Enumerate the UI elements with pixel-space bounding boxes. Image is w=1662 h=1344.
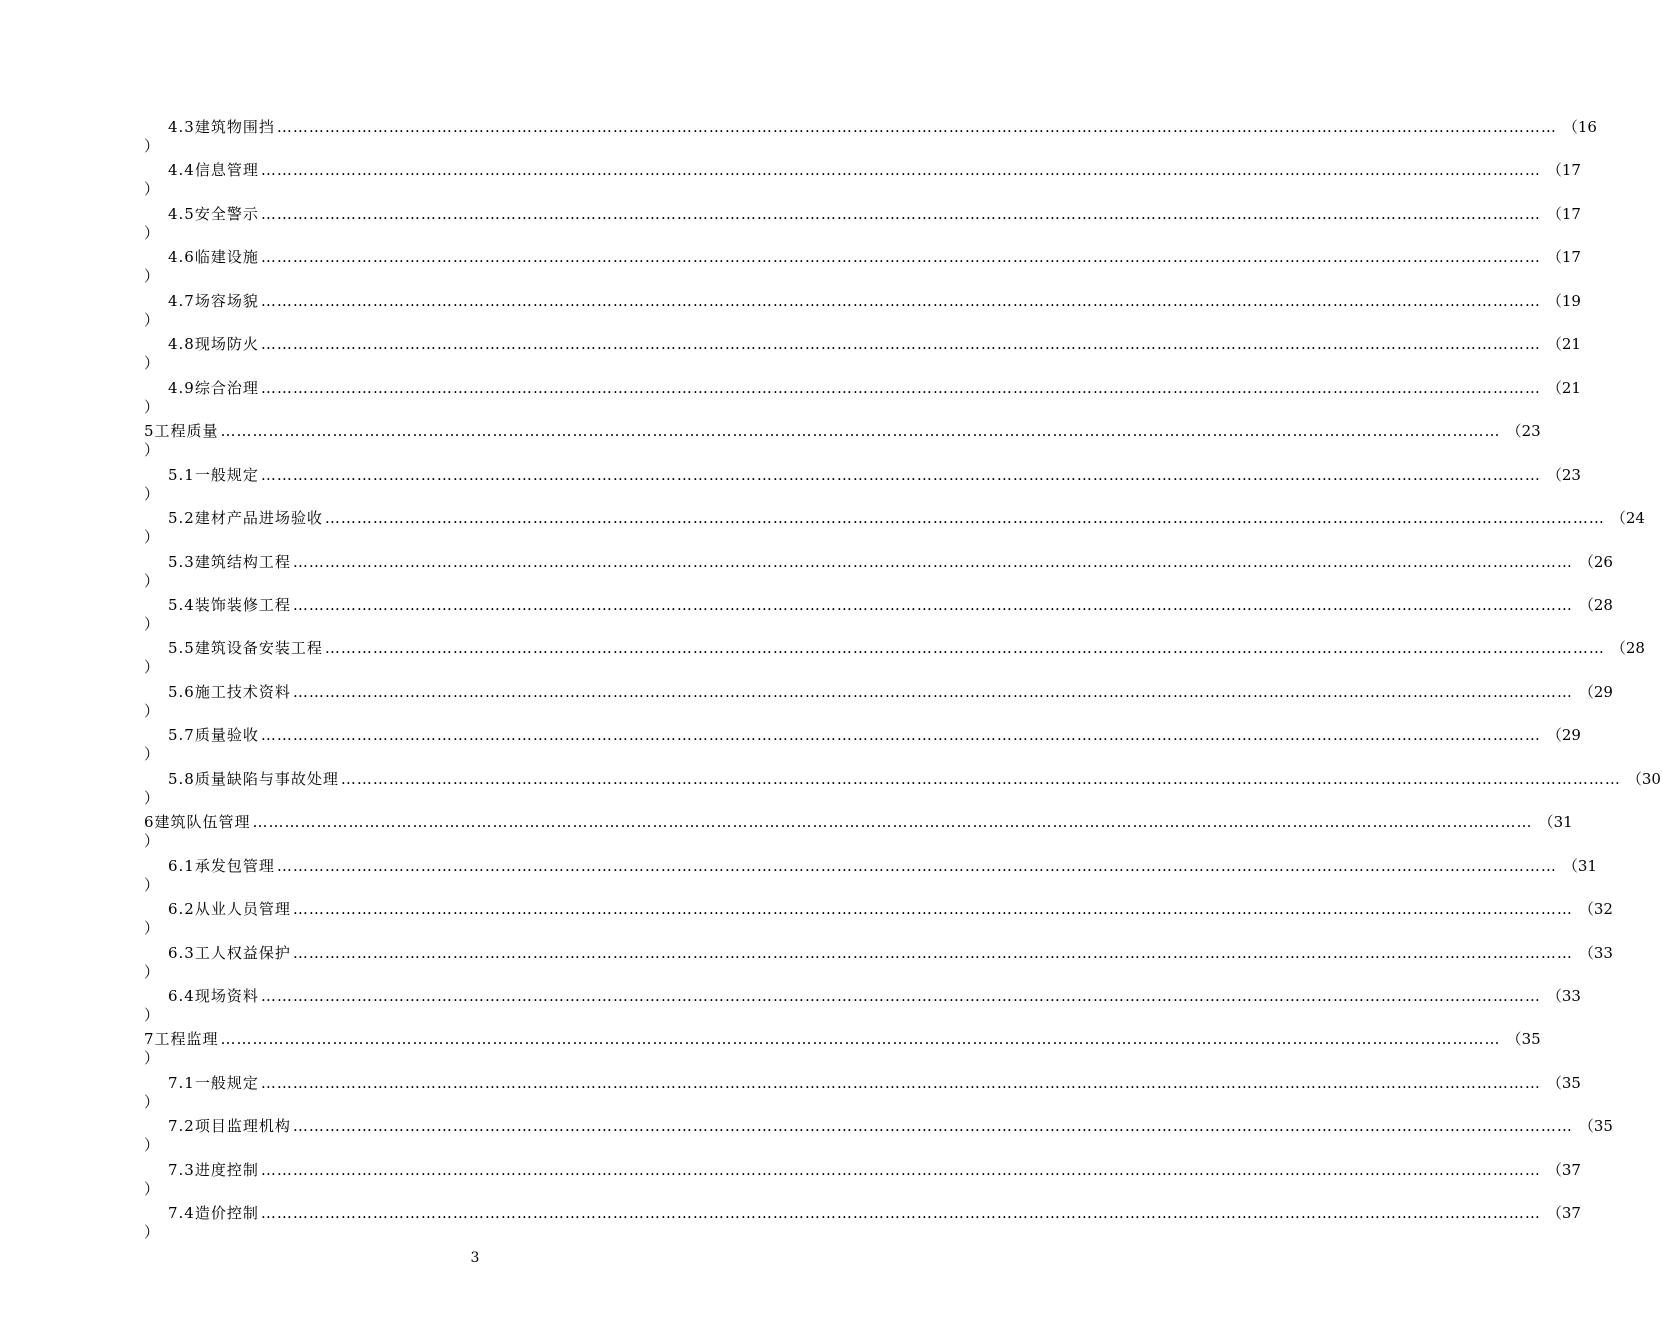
dot-leader: …………………………………………………………………………………………………………………………………………………………………………………………………………………… bbox=[220, 1030, 1501, 1049]
toc-entry[interactable] bbox=[0, 116, 1597, 160]
close-paren: ） bbox=[144, 1179, 160, 1198]
dot-leader: …………………………………………………………………………………………………………………………………………………………………………………………………………………… bbox=[292, 682, 1573, 701]
toc-entry-title: 7工程监理 bbox=[144, 1030, 219, 1049]
close-paren: ） bbox=[144, 137, 160, 155]
toc-entry-title: 4.7场容场貌 bbox=[168, 291, 259, 310]
toc-entry-line bbox=[168, 333, 1581, 355]
open-paren: （ bbox=[1546, 378, 1562, 397]
close-paren: ） bbox=[144, 1092, 160, 1111]
open-paren: （ bbox=[1562, 118, 1578, 136]
toc-entry[interactable] bbox=[0, 637, 1645, 681]
toc-entry-page: 19 bbox=[1561, 291, 1581, 310]
open-paren: （ bbox=[1578, 682, 1594, 701]
toc-entry-line bbox=[168, 768, 1661, 790]
toc-entry-page: 30 bbox=[1641, 769, 1661, 788]
toc-entry-title: 6.3工人权益保护 bbox=[168, 943, 291, 962]
dot-leader: …………………………………………………………………………………………………………………………………………………………………………………………………………………… bbox=[260, 726, 1541, 745]
open-paren: （ bbox=[1546, 1073, 1562, 1092]
toc-entry-page: 29 bbox=[1561, 726, 1581, 745]
toc-entry-line bbox=[168, 1072, 1581, 1094]
open-paren: （ bbox=[1546, 987, 1562, 1005]
close-paren: ） bbox=[144, 919, 160, 938]
dot-leader: …………………………………………………………………………………………………………………………………………………………………………………………………………………… bbox=[292, 900, 1573, 919]
dot-leader: …………………………………………………………………………………………………………………………………………………………………………………………………………………… bbox=[340, 769, 1621, 788]
open-paren: （ bbox=[1546, 1204, 1562, 1223]
open-paren: （ bbox=[1546, 465, 1562, 484]
dot-leader: …………………………………………………………………………………………………………………………………………………………………………………………………………………… bbox=[292, 1117, 1573, 1136]
toc-entry[interactable] bbox=[0, 1072, 1581, 1116]
open-paren: （ bbox=[1546, 161, 1562, 180]
toc-entry-line bbox=[168, 1115, 1613, 1137]
close-paren: ） bbox=[144, 441, 160, 460]
toc-entry[interactable] bbox=[0, 855, 1597, 899]
toc-entry-page: 21 bbox=[1561, 335, 1581, 354]
toc-entry-title: 5.1一般规定 bbox=[168, 465, 259, 484]
toc-entry-title: 5.3建筑结构工程 bbox=[168, 552, 291, 571]
dot-leader: …………………………………………………………………………………………………………………………………………………………………………………………………………………… bbox=[252, 813, 1533, 832]
close-paren: ） bbox=[144, 832, 160, 851]
toc-entry[interactable] bbox=[0, 377, 1581, 421]
toc-entry-line bbox=[168, 246, 1581, 268]
close-paren: ） bbox=[144, 1223, 160, 1242]
toc-entry-title: 4.4信息管理 bbox=[168, 161, 259, 180]
open-paren: （ bbox=[1546, 248, 1562, 267]
toc-entry[interactable] bbox=[0, 1115, 1613, 1159]
toc-entry-title: 7.3进度控制 bbox=[168, 1160, 259, 1179]
toc-entry[interactable] bbox=[0, 333, 1581, 377]
toc-entry-line bbox=[168, 637, 1645, 659]
close-paren: ） bbox=[144, 267, 160, 286]
toc-entry-page: 29 bbox=[1593, 682, 1613, 701]
open-paren: （ bbox=[1506, 422, 1522, 441]
toc-entry-page: 28 bbox=[1625, 639, 1645, 658]
toc-entry-line bbox=[168, 724, 1581, 746]
dot-leader: …………………………………………………………………………………………………………………………………………………………………………………………………………………… bbox=[260, 204, 1541, 223]
toc-entry-title: 4.9综合治理 bbox=[168, 378, 259, 397]
toc-entry-page: 24 bbox=[1625, 509, 1645, 528]
toc-entry-page: 17 bbox=[1561, 248, 1581, 267]
toc-entry-line bbox=[168, 203, 1581, 225]
dot-leader: …………………………………………………………………………………………………………………………………………………………………………………………………………………… bbox=[292, 595, 1573, 614]
close-paren: ） bbox=[144, 528, 160, 547]
toc-entry-line bbox=[168, 159, 1581, 181]
toc-entry-title: 6建筑队伍管理 bbox=[144, 813, 251, 832]
open-paren: （ bbox=[1562, 856, 1578, 875]
close-paren: ） bbox=[144, 180, 160, 199]
dot-leader: …………………………………………………………………………………………………………………………………………………………………………………………………………………… bbox=[260, 335, 1541, 354]
toc-entry-line bbox=[168, 507, 1645, 529]
toc-entry-title: 6.2从业人员管理 bbox=[168, 900, 291, 919]
toc-entry-line bbox=[168, 855, 1597, 877]
toc-entry-line bbox=[168, 1159, 1581, 1181]
toc-entry-page: 16 bbox=[1577, 118, 1597, 136]
close-paren: ） bbox=[144, 223, 160, 242]
toc-entry[interactable] bbox=[0, 290, 1581, 334]
close-paren: ） bbox=[144, 788, 160, 807]
toc-entry-line bbox=[144, 811, 1573, 833]
toc-entry-title: 4.6临建设施 bbox=[168, 248, 259, 267]
toc-entry-page: 31 bbox=[1577, 856, 1597, 875]
open-paren: （ bbox=[1578, 943, 1594, 962]
close-paren: ） bbox=[144, 1006, 160, 1024]
dot-leader: …………………………………………………………………………………………………………………………………………………………………………………………………………………… bbox=[260, 291, 1541, 310]
open-paren: （ bbox=[1538, 813, 1554, 832]
toc-entry-line bbox=[168, 464, 1581, 486]
dot-leader: …………………………………………………………………………………………………………………………………………………………………………………………………………………… bbox=[260, 378, 1541, 397]
toc-entry[interactable] bbox=[0, 464, 1581, 508]
toc-entry[interactable] bbox=[0, 942, 1613, 986]
dot-leader: …………………………………………………………………………………………………………………………………………………………………………………………………………………… bbox=[324, 509, 1605, 528]
dot-leader: …………………………………………………………………………………………………………………………………………………………………………………………………………………… bbox=[292, 943, 1573, 962]
close-paren: ） bbox=[144, 1136, 160, 1155]
toc-entry[interactable] bbox=[0, 811, 1573, 855]
toc-entry[interactable] bbox=[0, 420, 1541, 464]
toc-entry-title: 5.5建筑设备安装工程 bbox=[168, 639, 323, 658]
toc-entry[interactable] bbox=[0, 768, 1661, 812]
toc-entry[interactable] bbox=[0, 985, 1581, 1029]
open-paren: （ bbox=[1610, 509, 1626, 528]
toc-entry-title: 6.1承发包管理 bbox=[168, 856, 275, 875]
toc-entry[interactable] bbox=[0, 1028, 1541, 1072]
toc-entry-page: 17 bbox=[1561, 161, 1581, 180]
close-paren: ） bbox=[144, 875, 160, 894]
toc-entry[interactable] bbox=[0, 203, 1581, 247]
open-paren: （ bbox=[1578, 552, 1594, 571]
toc-entry-title: 4.8现场防火 bbox=[168, 335, 259, 354]
dot-leader: …………………………………………………………………………………………………………………………………………………………………………………………………………………… bbox=[276, 856, 1557, 875]
dot-leader: …………………………………………………………………………………………………………………………………………………………………………………………………………………… bbox=[260, 465, 1541, 484]
toc-entry-line bbox=[168, 942, 1613, 964]
toc-entry[interactable] bbox=[0, 898, 1613, 942]
close-paren: ） bbox=[144, 614, 160, 633]
toc-entry-page: 31 bbox=[1553, 813, 1573, 832]
close-paren: ） bbox=[144, 310, 160, 329]
toc-entry-page: 23 bbox=[1521, 422, 1541, 441]
toc-entry-title: 5.8质量缺陷与事故处理 bbox=[168, 769, 339, 788]
toc-entry-line bbox=[168, 1202, 1581, 1224]
toc-entry-title: 7.2项目监理机构 bbox=[168, 1117, 291, 1136]
toc-entry[interactable] bbox=[0, 159, 1581, 203]
open-paren: （ bbox=[1546, 1160, 1562, 1179]
toc-entry[interactable] bbox=[0, 681, 1613, 725]
open-paren: （ bbox=[1578, 1117, 1594, 1136]
open-paren: （ bbox=[1610, 639, 1626, 658]
dot-leader: …………………………………………………………………………………………………………………………………………………………………………………………………………………… bbox=[260, 161, 1541, 180]
toc-entry-title: 7.1一般规定 bbox=[168, 1073, 259, 1092]
toc-entry-page: 37 bbox=[1561, 1204, 1581, 1223]
toc-entry-title: 5.2建材产品进场验收 bbox=[168, 509, 323, 528]
toc-entry-page: 35 bbox=[1521, 1030, 1541, 1049]
close-paren: ） bbox=[144, 397, 160, 416]
toc-entry[interactable] bbox=[0, 594, 1613, 638]
toc-entry-title: 5.6施工技术资料 bbox=[168, 682, 291, 701]
open-paren: （ bbox=[1578, 900, 1594, 919]
close-paren: ） bbox=[144, 658, 160, 677]
toc-entry[interactable] bbox=[0, 1159, 1581, 1203]
toc-entry-line bbox=[168, 594, 1613, 616]
toc-entry-title: 6.4现场资料 bbox=[168, 987, 259, 1005]
page-number: 3 bbox=[470, 1250, 480, 1266]
toc-entry-page: 17 bbox=[1561, 204, 1581, 223]
open-paren: （ bbox=[1546, 726, 1562, 745]
toc-entry-page: 33 bbox=[1561, 987, 1581, 1005]
dot-leader: …………………………………………………………………………………………………………………………………………………………………………………………………………………… bbox=[260, 1073, 1541, 1092]
toc-entry-line bbox=[168, 290, 1581, 312]
toc-entry-line bbox=[168, 551, 1613, 573]
toc-entry-page: 28 bbox=[1593, 595, 1613, 614]
toc-entry-title: 4.5安全警示 bbox=[168, 204, 259, 223]
toc-entry[interactable] bbox=[0, 724, 1581, 768]
dot-leader: …………………………………………………………………………………………………………………………………………………………………………………………………………………… bbox=[220, 422, 1501, 441]
open-paren: （ bbox=[1546, 335, 1562, 354]
open-paren: （ bbox=[1626, 769, 1642, 788]
toc-entry-title: 5工程质量 bbox=[144, 422, 219, 441]
dot-leader: …………………………………………………………………………………………………………………………………………………………………………………………………………………… bbox=[260, 987, 1541, 1005]
close-paren: ） bbox=[144, 701, 160, 720]
toc-entry-page: 21 bbox=[1561, 378, 1581, 397]
toc-entry-page: 35 bbox=[1593, 1117, 1613, 1136]
toc-entry-line bbox=[144, 1028, 1541, 1050]
toc-entry[interactable] bbox=[0, 246, 1581, 290]
toc-entry-page: 35 bbox=[1561, 1073, 1581, 1092]
dot-leader: …………………………………………………………………………………………………………………………………………………………………………………………………………………… bbox=[260, 1204, 1541, 1223]
dot-leader: …………………………………………………………………………………………………………………………………………………………………………………………………………………… bbox=[260, 1160, 1541, 1179]
toc-entry-title: 5.4装饰装修工程 bbox=[168, 595, 291, 614]
toc-entry-line bbox=[168, 116, 1597, 138]
close-paren: ） bbox=[144, 745, 160, 764]
toc-entry-line bbox=[168, 898, 1613, 920]
dot-leader: …………………………………………………………………………………………………………………………………………………………………………………………………………………… bbox=[324, 639, 1605, 658]
dot-leader: …………………………………………………………………………………………………………………………………………………………………………………………………………………… bbox=[292, 552, 1573, 571]
toc-entry-page: 23 bbox=[1561, 465, 1581, 484]
toc-entry-page: 37 bbox=[1561, 1160, 1581, 1179]
toc-entry-title: 4.3建筑物围挡 bbox=[168, 118, 275, 136]
close-paren: ） bbox=[144, 484, 160, 503]
dot-leader: …………………………………………………………………………………………………………………………………………………………………………………………………………………… bbox=[260, 248, 1541, 267]
toc-entry-title: 5.7质量验收 bbox=[168, 726, 259, 745]
close-paren: ） bbox=[144, 1049, 160, 1068]
toc-entry-line bbox=[168, 681, 1613, 703]
open-paren: （ bbox=[1546, 291, 1562, 310]
toc-entry-line bbox=[144, 420, 1541, 442]
toc-entry[interactable] bbox=[0, 507, 1645, 551]
toc-entry[interactable] bbox=[0, 551, 1613, 595]
close-paren: ） bbox=[144, 571, 160, 590]
close-paren: ） bbox=[144, 962, 160, 981]
dot-leader: …………………………………………………………………………………………………………………………………………………………………………………………………………………… bbox=[276, 118, 1557, 136]
toc-entry[interactable] bbox=[0, 1202, 1581, 1246]
open-paren: （ bbox=[1546, 204, 1562, 223]
toc-entry-line bbox=[168, 985, 1581, 1007]
toc-entry-line bbox=[168, 377, 1581, 399]
open-paren: （ bbox=[1506, 1030, 1522, 1049]
toc-entry-page: 32 bbox=[1593, 900, 1613, 919]
close-paren: ） bbox=[144, 354, 160, 373]
toc-entry-page: 26 bbox=[1593, 552, 1613, 571]
toc-entry-page: 33 bbox=[1593, 943, 1613, 962]
open-paren: （ bbox=[1578, 595, 1594, 614]
toc-entry-title: 7.4造价控制 bbox=[168, 1204, 259, 1223]
